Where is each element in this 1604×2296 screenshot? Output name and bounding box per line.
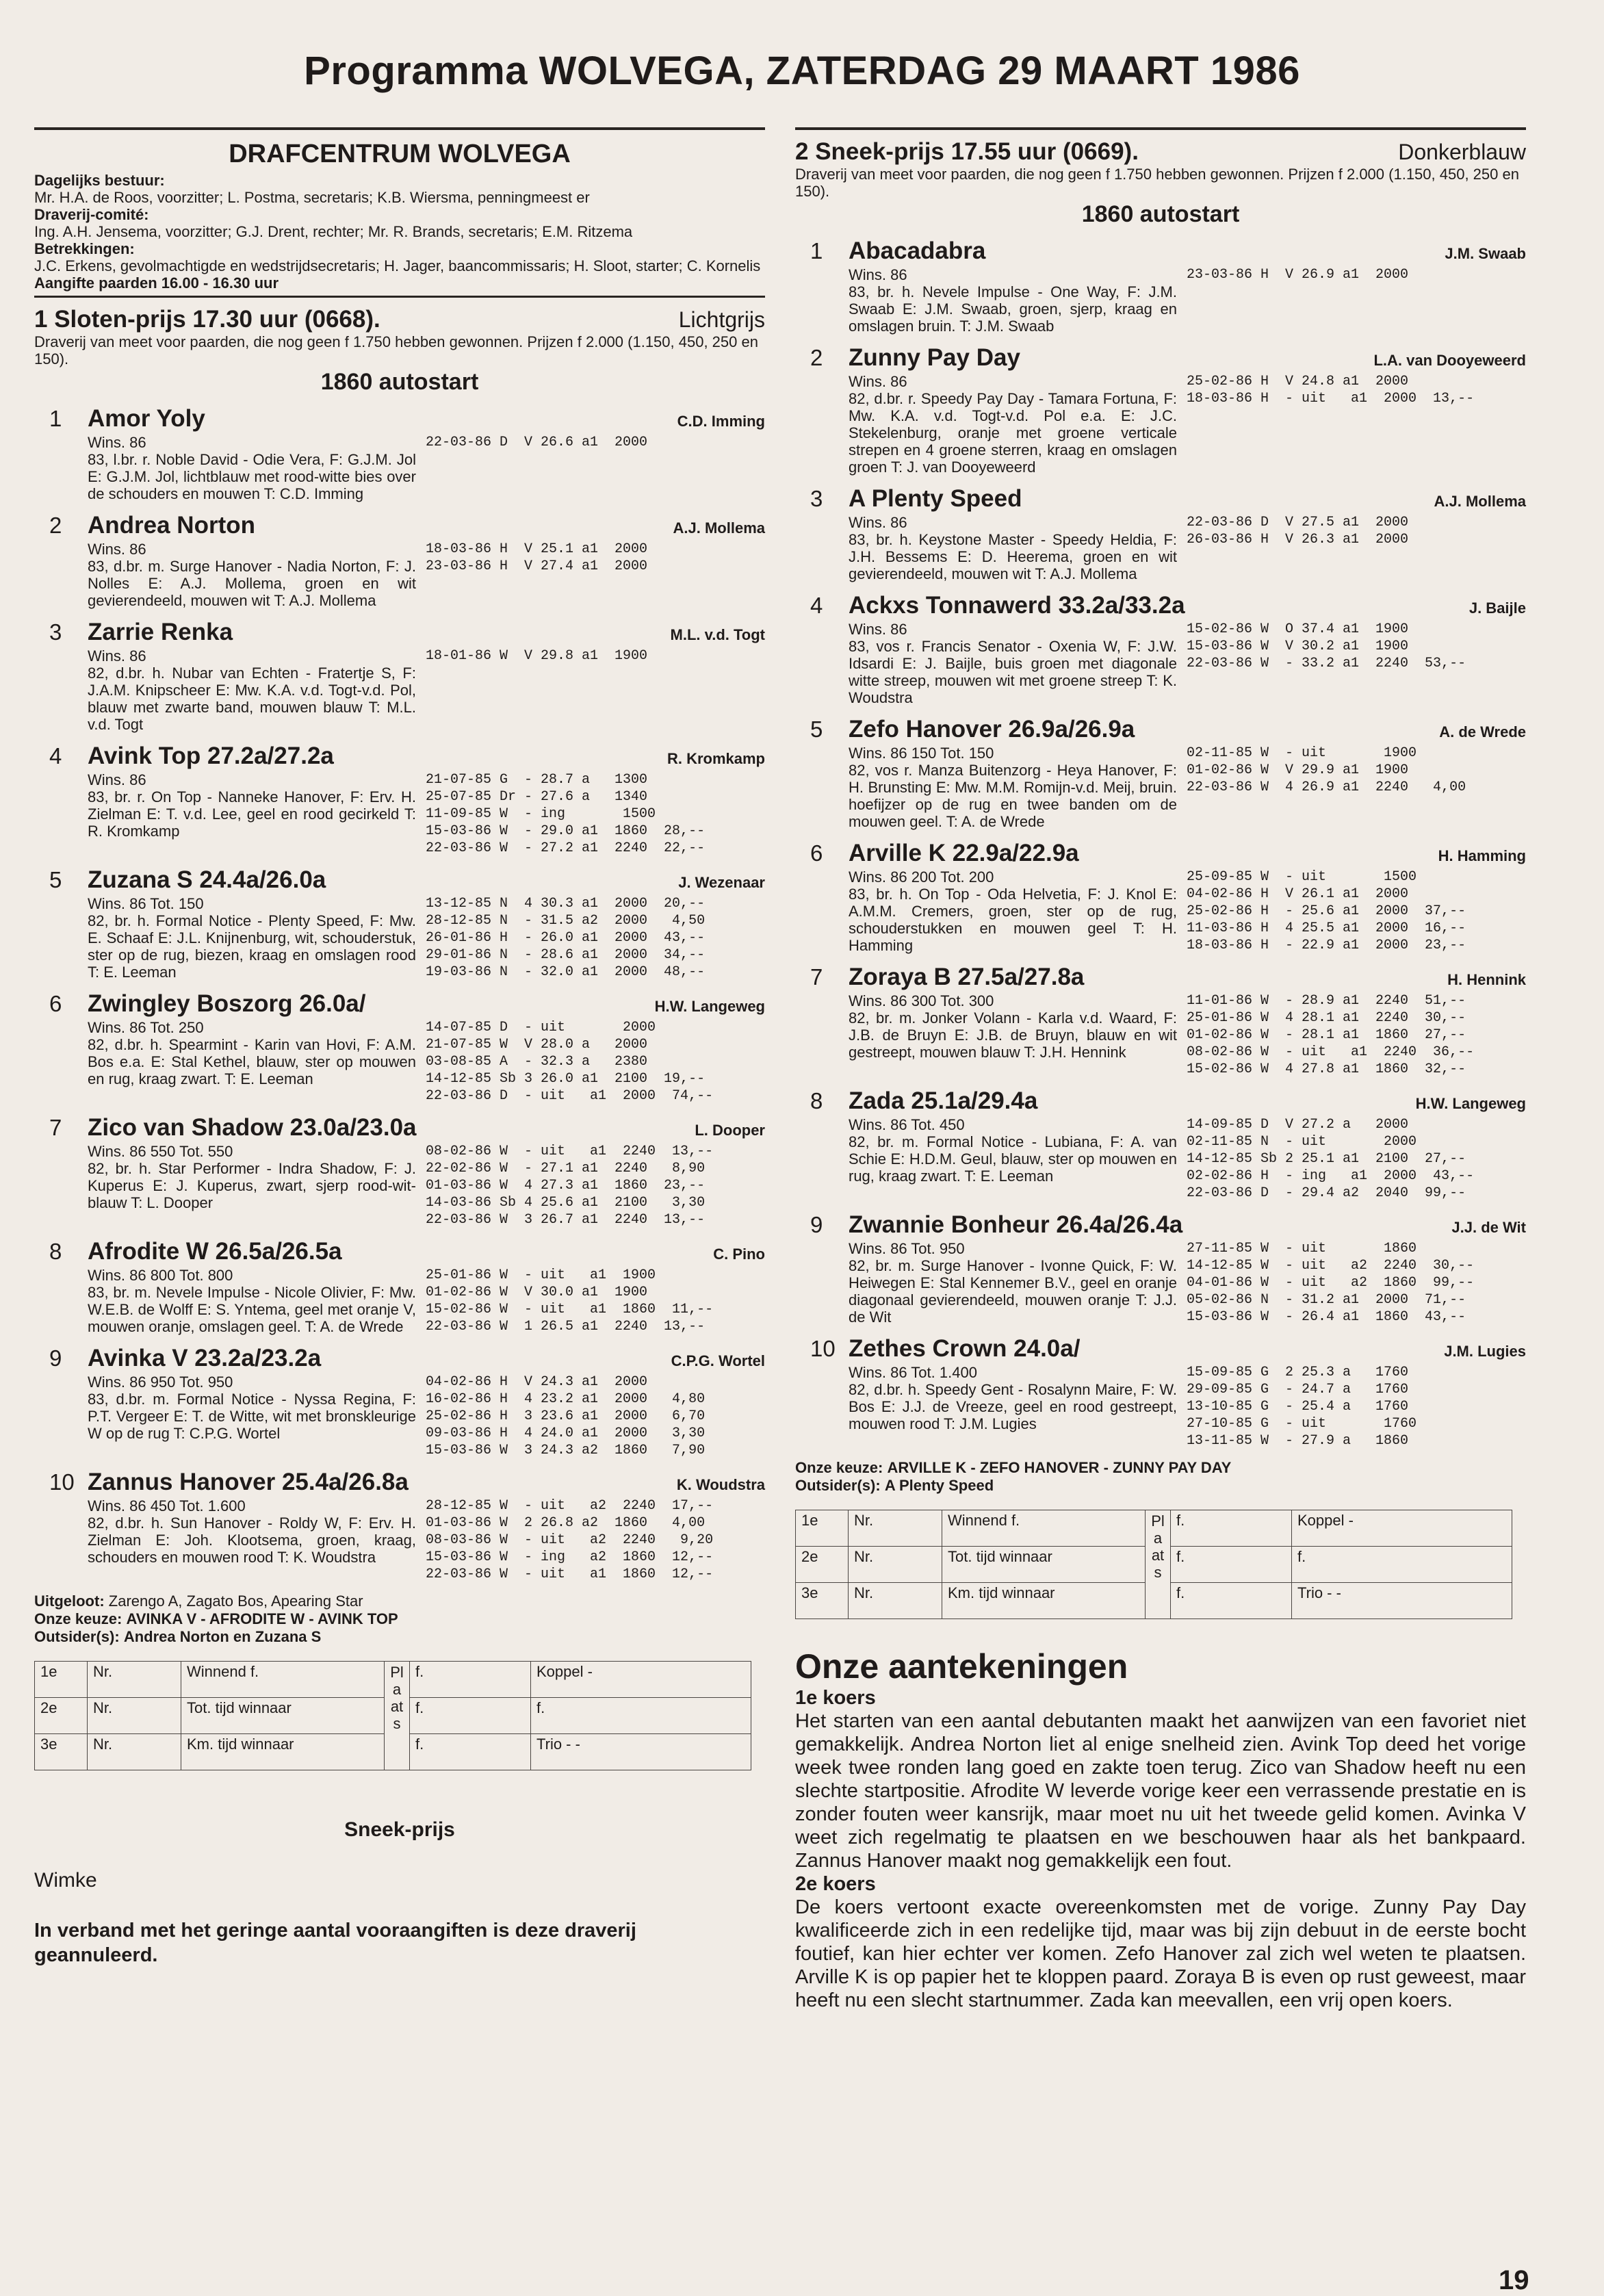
race-sloten: [34, 306, 765, 1646]
horse-body: [88, 1343, 765, 1459]
horse-name: Zwingley Boszorg 26.0a/: [88, 990, 366, 1017]
horse-driver: H. Hennink: [1447, 971, 1526, 988]
horse-entry: [795, 838, 1526, 954]
horse-performances: 15-09-85 G 2 25.3 a 1760 29-09-85 G - 24.7 a 1760 13-10-85 G - 25.4 a 1760 27-10-85 G - uit 1760 13-11-85 W - 27.9 a 1860: [1187, 1365, 1417, 1449]
result-table-race-1: [34, 1661, 765, 1770]
horse-details: [88, 434, 765, 502]
pick-text: Zarengo A, Zagato Bos, Apearing Star: [108, 1592, 363, 1610]
horse-name-row: [849, 714, 1526, 745]
horse-name-row: [849, 484, 1526, 514]
horse-body: [88, 741, 765, 857]
horse-driver: M.L. v.d. Togt: [670, 626, 765, 643]
horse-name-row: [849, 236, 1526, 266]
horse-entry: [34, 404, 765, 502]
extra-cell: Trio - -: [1292, 1583, 1512, 1619]
horse-driver: L.A. van Dooyeweerd: [1373, 352, 1526, 369]
race-header: [34, 306, 765, 333]
horse-details: [849, 621, 1526, 706]
horse-number: 4: [49, 743, 62, 769]
notes-section-heading: 2e koers: [795, 1873, 876, 1895]
horse-body: [849, 962, 1526, 1078]
horse-name: A Plenty Speed: [849, 485, 1022, 512]
horse-name: Zada 25.1a/29.4a: [849, 1087, 1038, 1114]
pick-label: Uitgeloot:: [34, 1592, 105, 1610]
amount-cell: f.: [410, 1698, 531, 1734]
board-text: J.C. Erkens, gevolmachtigde en wedstrijdsecretaris; H. Jager, baancommissaris; H. Sloot, starter; C. Kornelis: [34, 257, 761, 274]
horse-body: [849, 1210, 1526, 1326]
result-row: [35, 1662, 751, 1698]
amount-cell: f.: [410, 1734, 531, 1770]
amount-cell: f.: [1171, 1510, 1292, 1547]
horse-number: 1: [49, 406, 62, 431]
horse-driver: H.W. Langeweg: [654, 998, 765, 1015]
right-column: [795, 127, 1526, 2012]
horse-description: Wins. 86 450 Tot. 1.600 82, d.br. h. Sun Hanover - Roldy W, F: Erv. H. Zielman E: Joh. Klootsema, groen, kraag, schouders en mouwen rood T: K. Woudstra: [88, 1497, 416, 1566]
amount-cell: f.: [410, 1662, 531, 1698]
horse-number: 8: [810, 1088, 823, 1113]
horse-entry: [34, 1113, 765, 1228]
horse-body: [88, 1467, 765, 1583]
race-sneek: [795, 138, 1526, 1495]
horse-details: [849, 373, 1526, 476]
horse-description: Wins. 86 Tot. 450 82, br. m. Formal Notice - Lubiana, F: A. van Schie E: H.D.M. Geul, blauw, ster op mouwen en rug, kraag zwart. T: E. Leeman: [849, 1116, 1177, 1185]
nr-cell: Nr.: [849, 1510, 942, 1547]
horse-details: [88, 771, 765, 857]
horse-name: Afrodite W 26.5a/26.5a: [88, 1238, 342, 1265]
horse-entry: [795, 962, 1526, 1078]
notes-section-text: De koers vertoont exacte overeenkomsten met de vorige. Zunny Pay Day kwalificeerde zich in een redelijke tijd, maar was bij zijn debuut in de eerste bocht foutief, kan hier echter ver komen. Zefo Hanover zal zich wel weten te plaatsen. Arville K is op papier het te kloppen paard. Zoraya B is even op rust geweest, maar heeft nu een slecht startnummer. Zada kan meevallen, een vrij open koers.: [795, 1896, 1526, 2011]
board-text: Ing. A.H. Jensema, voorzitter; G.J. Drent, rechter; Mr. R. Brands, secretaris; E.M. Ritzema: [34, 223, 633, 240]
board-label: Draverij-comité:: [34, 206, 149, 223]
horse-entry: [34, 617, 765, 733]
pick-label: Onze keuze:: [34, 1610, 122, 1627]
horse-details: [849, 514, 1526, 582]
horse-performances: 13-12-85 N 4 30.3 a1 2000 20,-- 28-12-85 N - 31.5 a2 2000 4,50 26-01-86 H - 26.0 a1 2000 43,-- 29-01-86 N - 28.6 a1 2000 34,-- 19-03-86 N - 32.0 a1 2000 48,--: [426, 896, 706, 980]
horse-driver: C.D. Imming: [677, 413, 765, 430]
horse-entry: [795, 1086, 1526, 1202]
board-section: [34, 206, 765, 240]
horse-body: [849, 838, 1526, 954]
board-text: Mr. H.A. de Roos, voorzitter; L. Postma, secretaris; K.B. Wiersma, penningmeest er: [34, 189, 590, 206]
horse-number: 7: [810, 964, 823, 990]
horse-description: Wins. 86 550 Tot. 550 82, br. h. Star Performer - Indra Shadow, F: J. Kuperus E: J. Kuperus, zwart, sjerp rood-wit-blauw T: L. Dooper: [88, 1143, 416, 1211]
horse-driver: H.W. Langeweg: [1415, 1095, 1526, 1112]
plaats-label: Plaats: [1146, 1510, 1171, 1619]
horse-description: Wins. 86 83, br. r. On Top - Nanneke Hanover, F: Erv. H. Zielman E: T. v.d. Lee, geel en rood gecirkeld T: R. Kromkamp: [88, 771, 416, 840]
left-column: [34, 127, 765, 1968]
page-title: Programma WOLVEGA, ZATERDAG 29 MAART 1986: [304, 49, 1300, 93]
horse-number: 10: [49, 1469, 75, 1495]
horse-performances: 27-11-85 W - uit 1860 14-12-85 W - uit a2 2240 30,-- 04-01-86 W - uit a2 1860 99,-- 05-02-86 N - 31.2 a1 2000 71,-- 15-03-86 W - 26.4 a1 1860 43,--: [1187, 1241, 1475, 1325]
horse-performances: 14-09-85 D V 27.2 a 2000 02-11-85 N - uit 2000 14-12-85 Sb 2 25.1 a1 2100 27,-- 02-02-86 H - ing a1 2000 43,-- 22-03-86 D - 29.4 a2 2040 99,--: [1187, 1117, 1475, 1201]
horse-performances: 18-03-86 H V 25.1 a1 2000 23-03-86 H V 27.4 a1 2000: [426, 541, 648, 574]
label-cell: Km. tijd winnaar: [942, 1583, 1146, 1619]
horse-name-row: [849, 1086, 1526, 1116]
horse-name-row: [88, 404, 765, 434]
horse-description: Wins. 86 83, l.br. r. Noble David - Odie Vera, F: G.J.M. Jol E: G.J.M. Jol, lichtblauw met rood-witte bies over de schouders en mouwen T: C.D. Imming: [88, 434, 416, 502]
horse-driver: J.J. de Wit: [1451, 1219, 1526, 1236]
horse-number: 5: [810, 717, 823, 742]
horse-performances: 25-09-85 W - uit 1500 04-02-86 H V 26.1 a1 2000 25-02-86 H - 25.6 a1 2000 37,-- 11-03-86 H 4 25.5 a1 2000 16,-- 18-03-86 H - 22.9 a1 2000 23,--: [1187, 869, 1466, 953]
horse-name: Zannus Hanover 25.4a/26.8a: [88, 1469, 409, 1495]
pick-text: Andrea Norton en Zuzana S: [123, 1628, 322, 1645]
race-header: [795, 138, 1526, 166]
horse-details: [88, 541, 765, 609]
horse-description: Wins. 86 83, vos r. Francis Senator - Oxenia W, F: J.W. Idsardi E: J. Baijle, buis groen met diagonale witte streep, mouwen wit met groene streep T: K. Woudstra: [849, 621, 1177, 706]
result-table: [34, 1661, 751, 1770]
sneek-title: Sneek-prijs: [344, 1818, 455, 1841]
horse-number: 5: [49, 867, 62, 892]
result-table-race-2: [795, 1510, 1526, 1619]
horse-description: Wins. 86 83, br. h. Keystone Master - Speedy Heldia, F: J.H. Bessems E: D. Heerema, groen en wit gevierendeeld, mouwen wit T: A.J. Mollema: [849, 514, 1177, 582]
pick-line: [34, 1610, 765, 1628]
race-title: 1 Sloten-prijs 17.30 uur (0668).: [34, 306, 380, 333]
horse-details: [849, 1116, 1526, 1202]
extra-cell: Koppel -: [1292, 1510, 1512, 1547]
label-cell: Winnend f.: [181, 1662, 385, 1698]
horse-body: [849, 236, 1526, 335]
pick-text: ARVILLE K - ZEFO HANOVER - ZUNNY PAY DAY: [887, 1459, 1232, 1476]
cancel-notice: In verband met het geringe aantal vooraangiften is deze draverij geannuleerd.: [34, 1920, 636, 1966]
result-table: [795, 1510, 1512, 1619]
horse-body: [849, 1086, 1526, 1202]
horse-performances: 11-01-86 W - 28.9 a1 2240 51,-- 25-01-86 W 4 28.1 a1 2240 30,-- 01-02-86 W - 28.1 a1 1860 27,-- 08-02-86 W - uit a1 2240 36,-- 15-02-86 W 4 27.8 a1 1860 32,--: [1187, 993, 1475, 1077]
amount-cell: f.: [1171, 1547, 1292, 1583]
extra-cell: f.: [1292, 1547, 1512, 1583]
start-type: 1860 autostart: [320, 369, 479, 395]
horse-number: 2: [49, 513, 62, 538]
horse-name: Zoraya B 27.5a/27.8a: [849, 964, 1085, 990]
horse-description: Wins. 86 Tot. 150 82, br. h. Formal Notice - Plenty Speed, F: Mw. E. Schaaf E: J.L. Knijnenburg, wit, schouderstuk, ster op de rug, biezen, kraag en omslagen rood T: E. Leeman: [88, 895, 416, 981]
board-section: [34, 240, 765, 274]
notes-title: Onze aantekeningen: [795, 1647, 1128, 1686]
horse-entry: [34, 1237, 765, 1335]
board-divider: [34, 296, 765, 298]
horse-entry: [795, 1334, 1526, 1449]
horse-driver: J. Wezenaar: [678, 874, 765, 891]
race-conditions: Draverij van meet voor paarden, die nog geen f 1.750 hebben gewonnen. Prijzen f 2.000 (1.150, 450, 250 en 150).: [34, 333, 758, 367]
horse-body: [849, 343, 1526, 476]
nr-cell: Nr.: [88, 1662, 181, 1698]
nr-cell: Nr.: [849, 1583, 942, 1619]
board-label: Betrekkingen:: [34, 240, 135, 257]
horse-entry: [34, 511, 765, 609]
horse-name-row: [88, 741, 765, 771]
horse-number: 9: [49, 1345, 62, 1371]
top-divider: [34, 127, 765, 130]
label-cell: Tot. tijd winnaar: [181, 1698, 385, 1734]
plaats-label: Plaats: [385, 1662, 410, 1770]
extra-cell: Trio - -: [531, 1734, 751, 1770]
horse-description: Wins. 86 Tot. 250 82, d.br. h. Spearmint - Karin van Hovi, F: A.M. Bos e.a. E: Stal Kethel, blauw, ster op mouwen en rug, kraag zwart. T: E. Leeman: [88, 1019, 416, 1087]
amount-cell: f.: [1171, 1583, 1292, 1619]
race-picks: [34, 1592, 765, 1646]
horse-name: Andrea Norton: [88, 512, 255, 539]
horse-entry: [795, 591, 1526, 706]
horse-body: [849, 1334, 1526, 1449]
horse-name-row: [88, 1237, 765, 1267]
horse-name: Zico van Shadow 23.0a/23.0a: [88, 1114, 417, 1141]
horse-performances: 08-02-86 W - uit a1 2240 13,-- 22-02-86 W - 27.1 a1 2240 8,90 01-03-86 W 4 27.3 a1 1860 23,-- 14-03-86 Sb 4 25.6 a1 2100 3,30 22-03-86 W 3 26.7 a1 2240 13,--: [426, 1144, 714, 1228]
horse-number: 6: [810, 840, 823, 866]
horse-name: Ackxs Tonnawerd 33.2a/33.2a: [849, 592, 1185, 619]
horse-number: 2: [810, 345, 823, 370]
horse-driver: R. Kromkamp: [667, 750, 765, 767]
horse-driver: L. Dooper: [695, 1122, 765, 1139]
horse-name-row: [849, 343, 1526, 373]
nr-cell: Nr.: [88, 1698, 181, 1734]
pick-line: [34, 1628, 765, 1646]
horse-name-row: [88, 1467, 765, 1497]
place-cell: 2e: [796, 1547, 849, 1583]
nr-cell: Nr.: [849, 1547, 942, 1583]
horse-number: 9: [810, 1212, 823, 1237]
horse-details: [88, 647, 765, 733]
horse-description: Wins. 86 150 Tot. 150 82, vos r. Manza Buitenzorg - Heya Hanover, F: H. Brunsting E: Mw. M.M. Romijn-v.d. Meij, bruin. hoefijzer op de rug en twee banden om de mouwen geel. T: A. de Wrede: [849, 745, 1177, 830]
horse-performances: 25-02-86 H V 24.8 a1 2000 18-03-86 H - uit a1 2000 13,--: [1187, 374, 1475, 407]
horse-description: Wins. 86 Tot. 1.400 82, d.br. h. Speedy Gent - Rosalynn Maire, F: W. Bos E: J.J. de Vreeze, geel en rood gestreept, mouwen rood T: J.M. Lugies: [849, 1364, 1177, 1432]
horse-performances: 23-03-86 H V 26.9 a1 2000: [1187, 267, 1409, 283]
horse-description: Wins. 86 83, d.br. m. Surge Hanover - Nadia Norton, F: J. Nolles E: A.J. Mollema, groen en wit gevierendeeld, mouwen wit T: A.J. Mollema: [88, 541, 416, 609]
horse-details: [849, 868, 1526, 954]
horse-body: [849, 591, 1526, 706]
horse-performances: 04-02-86 H V 24.3 a1 2000 16-02-86 H 4 23.2 a1 2000 4,80 25-02-86 H 3 23.6 a1 2000 6,70 09-03-86 H 4 24.0 a1 2000 3,30 15-03-86 W 3 24.3 a2 1860 7,90: [426, 1374, 706, 1458]
horse-details: [849, 1364, 1526, 1449]
horse-description: Wins. 86 300 Tot. 300 82, br. m. Jonker Volann - Karla v.d. Waard, F: J.B. de Bruyn E: J.B. de Bruyn, blauw en wit gestreept, mouwen blauw T: J.H. Hennink: [849, 992, 1177, 1061]
horse-details: [849, 1240, 1526, 1326]
start-type: 1860 autostart: [1081, 201, 1240, 227]
place-cell: 3e: [35, 1734, 88, 1770]
horse-details: [849, 992, 1526, 1078]
horse-performances: 18-01-86 W V 29.8 a1 1900: [426, 648, 648, 664]
horse-details: [88, 1497, 765, 1583]
horse-name: Zefo Hanover 26.9a/26.9a: [849, 716, 1135, 743]
horse-name-row: [849, 962, 1526, 992]
horse-driver: A.J. Mollema: [673, 519, 765, 537]
board-label: Aangifte paarden 16.00 - 16.30 uur: [34, 274, 279, 292]
horse-body: [849, 484, 1526, 582]
race-title: 2 Sneek-prijs 17.55 uur (0669).: [795, 138, 1139, 165]
horse-body: [88, 865, 765, 981]
horse-description: Wins. 86 950 Tot. 950 83, d.br. m. Formal Notice - Nyssa Regina, F: P.T. Vergeer E: T. de Witte, wit met bronskleurige W op de rug T: C.P.G. Wortel: [88, 1373, 416, 1442]
board-section: [34, 172, 765, 206]
horse-details: [88, 1373, 765, 1459]
horse-entry: [795, 1210, 1526, 1326]
horse-name: Zunny Pay Day: [849, 344, 1020, 371]
page-number: 19: [1499, 2265, 1529, 2295]
horse-driver: K. Woudstra: [676, 1476, 765, 1493]
pick-label: Onze keuze:: [795, 1459, 883, 1476]
horse-details: [88, 1143, 765, 1228]
horse-name: Zethes Crown 24.0a/: [849, 1335, 1081, 1362]
horse-description: Wins. 86 82, d.br. r. Speedy Pay Day - Tamara Fortuna, F: Mw. K.A. v.d. Togt-v.d. Pol e.a. E: J.C. Stekelenburg, oranje met groene verticale strepen en 4 groene sterren, kraag en omslagen groen T: J. van Dooyeweerd: [849, 373, 1177, 476]
notes-section-heading: 1e koers: [795, 1687, 876, 1709]
horse-number: 4: [810, 593, 823, 618]
horse-name: Zuzana S 24.4a/26.0a: [88, 866, 326, 893]
label-cell: Winnend f.: [942, 1510, 1146, 1547]
horse-number: 3: [49, 619, 62, 645]
horse-body: [88, 617, 765, 733]
horse-body: [88, 1237, 765, 1335]
horse-entry: [795, 343, 1526, 476]
extra-cell: Koppel -: [531, 1662, 751, 1698]
horse-entry: [34, 741, 765, 857]
pick-text: AVINKA V - AFRODITE W - AVINK TOP: [126, 1610, 398, 1627]
pick-text: A Plenty Speed: [884, 1477, 994, 1494]
label-cell: Tot. tijd winnaar: [942, 1547, 1146, 1583]
horse-name: Zwannie Bonheur 26.4a/26.4a: [849, 1211, 1183, 1238]
horse-name: Abacadabra: [849, 237, 986, 264]
horse-name: Amor Yoly: [88, 405, 205, 432]
horse-details: [88, 1019, 765, 1105]
horse-details: [88, 1267, 765, 1335]
board-section: [34, 274, 765, 292]
nr-cell: Nr.: [88, 1734, 181, 1770]
horse-performances: 21-07-85 G - 28.7 a 1300 25-07-85 Dr - 27.6 a 1340 11-09-85 W - ing 1500 15-03-86 W - 29.0 a1 1860 28,-- 22-03-86 W - 27.2 a1 2240 22,--: [426, 772, 706, 856]
horse-driver: H. Hamming: [1438, 847, 1526, 864]
horse-name-row: [849, 1210, 1526, 1240]
horse-description: Wins. 86 82, d.br. h. Nubar van Echten - Fratertje S, F: J.A.M. Knipscheer E: Mw. K.A. v.d. Togt-v.d. Pol, blauw met zwarte band, mouwen blauw T: M.L. v.d. Togt: [88, 647, 416, 733]
horse-driver: J.M. Lugies: [1444, 1343, 1526, 1360]
horse-description: Wins. 86 83, br. h. Nevele Impulse - One Way, F: J.M. Swaab E: J.M. Swaab, groen, sjerp, kraag en omslagen bruin. T: J.M. Swaab: [849, 266, 1177, 335]
horse-entry: [34, 1343, 765, 1459]
horse-driver: C. Pino: [713, 1246, 765, 1263]
race-color: Donkerblauw: [1398, 140, 1526, 164]
horse-driver: A.J. Mollema: [1434, 493, 1526, 510]
horse-number: 6: [49, 991, 62, 1016]
sneek-horse-name: Wimke: [34, 1869, 97, 1892]
horse-driver: J. Baijle: [1469, 599, 1526, 617]
pick-line: [795, 1477, 1526, 1495]
horse-description: Wins. 86 200 Tot. 200 83, br. h. On Top - Oda Helvetia, F: J. Knol E: A.M.M. Cremers, groen, ster op de rug, schouderstukken en mouwen geel T: H. Hamming: [849, 868, 1177, 954]
horse-number: 8: [49, 1239, 62, 1264]
horse-name-row: [88, 865, 765, 895]
horse-name-row: [849, 1334, 1526, 1364]
horse-number: 3: [810, 486, 823, 511]
horse-entry: [34, 989, 765, 1105]
pick-label: Outsider(s):: [795, 1477, 881, 1494]
horse-name-row: [88, 1113, 765, 1143]
horse-details: [849, 266, 1526, 335]
horse-driver: A. de Wrede: [1439, 723, 1526, 740]
horse-name-row: [88, 1343, 765, 1373]
horse-name-row: [88, 617, 765, 647]
horse-entry: [795, 236, 1526, 335]
race-color: Lichtgrijs: [678, 307, 765, 332]
horse-entry: [34, 1467, 765, 1583]
horse-name: Avink Top 27.2a/27.2a: [88, 743, 334, 769]
place-cell: 1e: [796, 1510, 849, 1547]
top-divider: [795, 127, 1526, 130]
horse-performances: 22-03-86 D V 26.6 a1 2000: [426, 435, 648, 450]
horse-driver: C.P.G. Wortel: [671, 1352, 765, 1369]
race-conditions: Draverij van meet voor paarden, die nog geen f 1.750 hebben gewonnen. Prijzen f 2.000 (1.150, 450, 250 en 150).: [795, 166, 1519, 200]
notes-section-text: Het starten van een aantal debutanten maakt het aanwijzen van een favoriet niet gemakkelijk. Andrea Norton liet al enige snelheid zien. Avink Top deed het vorige week twee ronden lang goed en zakte toen terug. Zico van Shadow heeft nu een slechte startpositie. Afrodite W leverde vorige keer een verrassende prestatie en is zonder fouten weer kansrijk, maar moet nu uit het tweede gelid komen. Avinka V weet zich regelmatig te plaatsen en we beschouwen haar als het bankpaard. Zannus Hanover maakt nog gemakkelijk een fout.: [795, 1710, 1526, 1872]
horse-entry: [34, 865, 765, 981]
horse-name: Arville K 22.9a/22.9a: [849, 840, 1079, 866]
horse-description: Wins. 86 Tot. 950 82, br. m. Surge Hanover - Ivonne Quick, F: W. Heiwegen E: Stal Kennemer B.V., geel en oranje diagonaal gevierendeeld, mouwen oranje T: J.J. de Wit: [849, 1240, 1177, 1326]
horse-body: [88, 511, 765, 609]
label-cell: Km. tijd winnaar: [181, 1734, 385, 1770]
horse-performances: 15-02-86 W O 37.4 a1 1900 15-03-86 W V 30.2 a1 1900 22-03-86 W - 33.2 a1 2240 53,--: [1187, 621, 1466, 671]
horse-name: Avinka V 23.2a/23.2a: [88, 1345, 322, 1371]
organization-name: DRAFCENTRUM WOLVEGA: [229, 140, 571, 168]
extra-cell: f.: [531, 1698, 751, 1734]
horse-entry: [795, 484, 1526, 582]
horse-name-row: [88, 989, 765, 1019]
horse-driver: J.M. Swaab: [1445, 245, 1526, 262]
race-picks: [795, 1459, 1526, 1495]
horse-performances: 25-01-86 W - uit a1 1900 01-02-86 W V 30.0 a1 1900 15-02-86 W - uit a1 1860 11,-- 22-03-86 W 1 26.5 a1 2240 13,--: [426, 1267, 714, 1334]
horse-body: [88, 404, 765, 502]
horse-performances: 02-11-85 W - uit 1900 01-02-86 W V 29.9 a1 1900 22-03-86 W 4 26.9 a1 2240 4,00: [1187, 745, 1466, 795]
horse-description: Wins. 86 800 Tot. 800 83, br. m. Nevele Impulse - Nicole Olivier, F: Mw. W.E.B. de Wolff E: S. Yntema, geel met oranje V, mouwen oranje, omslagen geel. T: A. de Wrede: [88, 1267, 416, 1335]
horse-performances: 14-07-85 D - uit 2000 21-07-85 W V 28.0 a 2000 03-08-85 A - 32.3 a 2380 14-12-85 Sb 3 26.0 a1 2100 19,-- 22-03-86 D - uit a1 2000 74,--: [426, 1020, 714, 1104]
horse-body: [849, 714, 1526, 830]
horse-body: [88, 989, 765, 1105]
organization-board: [34, 172, 765, 292]
horse-name-row: [849, 838, 1526, 868]
horse-number: 7: [49, 1115, 62, 1140]
result-row: [796, 1510, 1512, 1547]
notes-body: [795, 1686, 1526, 2012]
place-cell: 1e: [35, 1662, 88, 1698]
horse-name-row: [88, 511, 765, 541]
horse-name-row: [849, 591, 1526, 621]
place-cell: 3e: [796, 1583, 849, 1619]
horse-performances: 28-12-85 W - uit a2 2240 17,-- 01-03-86 W 2 26.8 a2 1860 4,00 08-03-86 W - uit a2 2240 9,20 15-03-86 W - ing a2 1860 12,-- 22-03-86 W - uit a1 1860 12,--: [426, 1498, 714, 1582]
horse-performances: 22-03-86 D V 27.5 a1 2000 26-03-86 H V 26.3 a1 2000: [1187, 515, 1409, 547]
pick-line: [795, 1459, 1526, 1477]
place-cell: 2e: [35, 1698, 88, 1734]
horse-details: [849, 745, 1526, 830]
horse-body: [88, 1113, 765, 1228]
horse-number: 1: [810, 238, 823, 263]
pick-label: Outsider(s):: [34, 1628, 120, 1645]
board-label: Dagelijks bestuur:: [34, 172, 165, 189]
pick-line: [34, 1592, 765, 1610]
horse-entry: [795, 714, 1526, 830]
horse-details: [88, 895, 765, 981]
horse-number: 10: [810, 1336, 836, 1361]
horse-name: Zarrie Renka: [88, 619, 233, 645]
